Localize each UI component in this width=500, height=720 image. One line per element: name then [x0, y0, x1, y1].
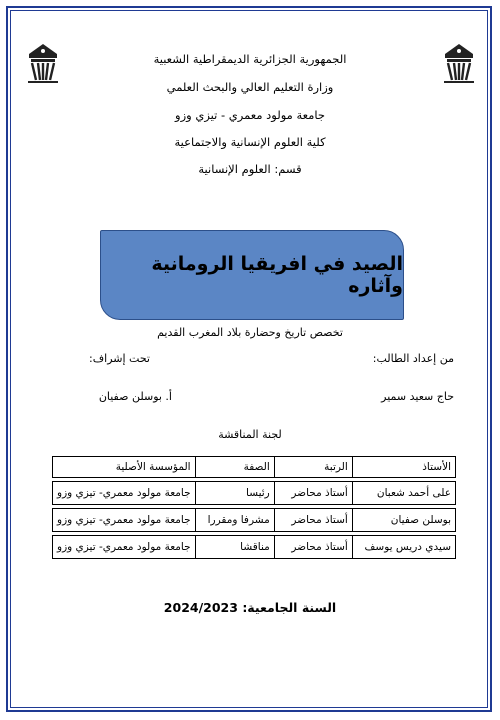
header-rank: الرتبة: [274, 457, 352, 478]
table-row: [53, 482, 456, 505]
specialty: تخصص تاريخ وحضارة بلاد المغرب القديم: [157, 326, 343, 339]
cell-rank: أستاذ محاضر: [274, 509, 352, 532]
supervisor-name: أ. بوسلن صفيان: [98, 390, 172, 403]
ministry-name: وزارة التعليم العالي والبحث العلمي: [166, 80, 334, 94]
cell-institution: جامعة مولود معمري- تيزي وزو: [53, 536, 196, 559]
cell-institution: جامعة مولود معمري- تيزي وزو: [53, 509, 196, 532]
thesis-title: الصيد في افريقيا الرومانية وآثاره: [151, 253, 403, 297]
academic-year: [0, 600, 500, 615]
table-row: [53, 509, 456, 532]
header-role: الصفة: [195, 457, 274, 478]
faculty-name: كلية العلوم الإنسانية والاجتماعية: [174, 135, 326, 149]
academic-year-label: السنة الجامعية:: [242, 600, 337, 615]
table-row: [53, 536, 456, 559]
header-institution: المؤسسة الأصلية: [53, 457, 196, 478]
supervision-label: تحت إشراف:: [89, 352, 150, 365]
jury-table: [52, 456, 456, 559]
department-name: قسم: العلوم الإنسانية: [198, 162, 302, 176]
cell-rank: أستاذ محاضر: [274, 536, 352, 559]
cell-professor: بوسلن صفيان: [352, 509, 455, 532]
academic-year-value: 2024/2023: [163, 600, 238, 615]
header-professor: الأستاذ: [352, 457, 455, 478]
cell-role: مشرفا ومقررا: [195, 509, 274, 532]
prepared-by-label: من إعداد الطالب:: [372, 352, 454, 365]
thesis-title-box: [100, 230, 404, 320]
cell-role: مناقشا: [195, 536, 274, 559]
university-name: جامعة مولود معمري - تيزي وزو: [175, 108, 325, 122]
cell-professor: على أحمد شعبان: [352, 482, 455, 505]
committee-label: لجنة المناقشة: [218, 428, 282, 441]
cell-professor: سيدي دريس يوسف: [352, 536, 455, 559]
republic-name: الجمهورية الجزائرية الديمقراطية الشعبية: [153, 52, 347, 66]
cell-rank: أستاذ محاضر: [274, 482, 352, 505]
cell-role: رئيسا: [195, 482, 274, 505]
student-name: حاج سعيد سمير: [381, 390, 454, 403]
cell-institution: جامعة مولود معمري- تيزي وزو: [53, 482, 196, 505]
table-header-row: [53, 457, 456, 478]
